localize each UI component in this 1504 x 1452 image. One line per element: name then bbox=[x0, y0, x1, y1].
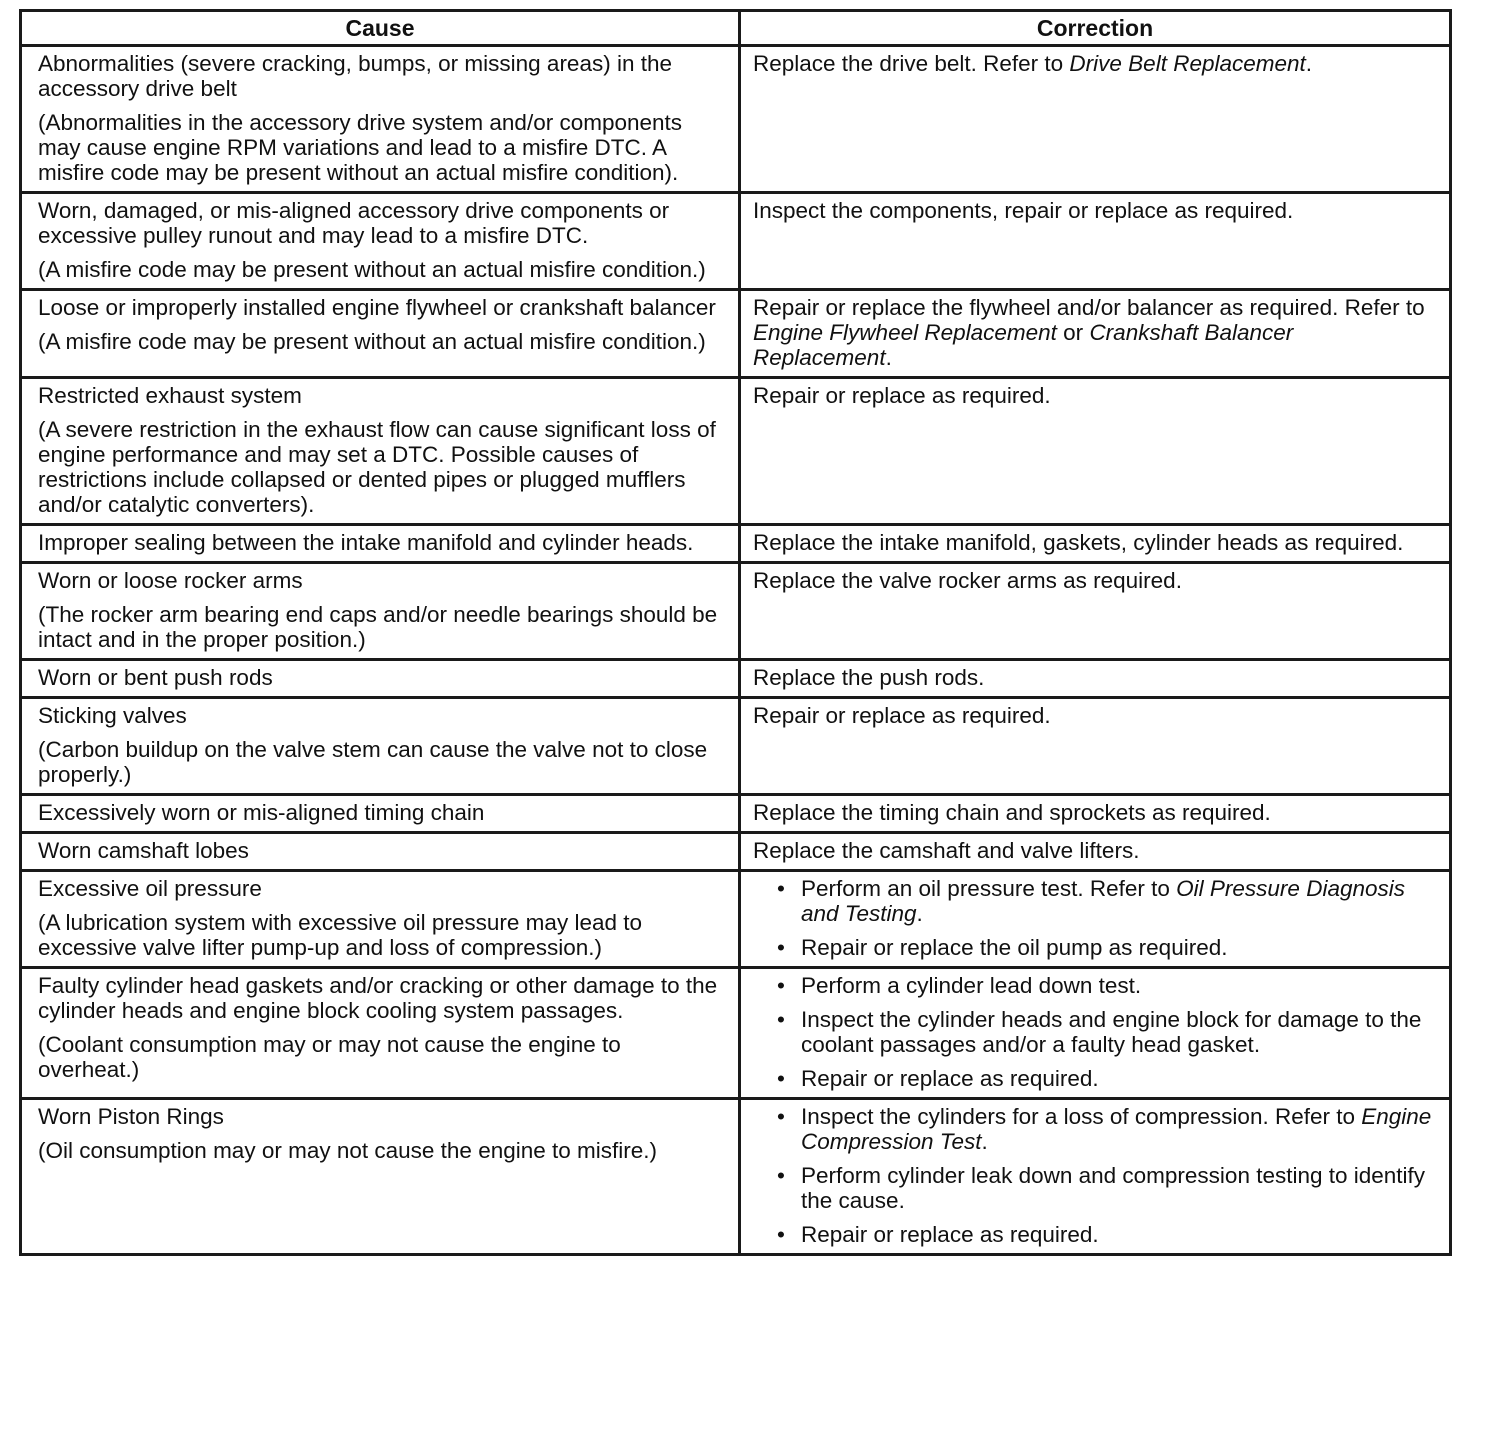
bullet-icon: • bbox=[777, 1163, 785, 1188]
text-run: Repair or replace the flywheel and/or balancer as required. Refer to bbox=[753, 295, 1425, 320]
cause-cell bbox=[21, 871, 740, 968]
correction-cell bbox=[740, 563, 1451, 660]
text-run: . bbox=[916, 901, 923, 926]
cause-cell bbox=[21, 833, 740, 871]
correction-cell bbox=[740, 378, 1451, 525]
cause-note: (A severe restriction in the exhaust flow can cause significant loss of engine performance and may set a DTC. Possible causes of restrictions include collapsed or dented pipes or plugged mufflers and/or catalytic converters). bbox=[38, 417, 716, 517]
text-run: . bbox=[1305, 51, 1313, 76]
list-item bbox=[753, 876, 1437, 926]
bullet-icon: • bbox=[777, 1104, 785, 1129]
text-run: . bbox=[981, 1129, 988, 1154]
cause-note: (Coolant consumption may or may not cause the engine to overheat.) bbox=[38, 1032, 621, 1082]
correction-text bbox=[753, 568, 1437, 593]
correction-text bbox=[753, 530, 1437, 555]
cause-note: (The rocker arm bearing end caps and/or needle bearings should be intact and in the proper position.) bbox=[38, 602, 718, 652]
text-run: Inspect the components, repair or replace as required. bbox=[753, 198, 1294, 223]
text-run: Perform a cylinder lead down test. bbox=[801, 973, 1142, 998]
correction-text bbox=[753, 198, 1437, 223]
correction-cell bbox=[740, 871, 1451, 968]
cause-cell bbox=[21, 795, 740, 833]
cause-cell bbox=[21, 378, 740, 525]
cause-cell bbox=[21, 660, 740, 698]
bullet-icon: • bbox=[777, 1222, 785, 1247]
text-run: Repair or replace as required. bbox=[753, 703, 1051, 728]
table-row bbox=[21, 378, 1451, 525]
bullet-icon: • bbox=[777, 973, 785, 998]
text-run: Perform cylinder leak down and compression testing to identify the cause. bbox=[801, 1163, 1426, 1213]
text-run: Replace the drive belt. Refer to bbox=[753, 51, 1070, 76]
correction-cell bbox=[740, 290, 1451, 378]
text-run: Repair or replace the oil pump as required. bbox=[801, 935, 1228, 960]
header-row bbox=[21, 11, 1451, 46]
cause-note: (A misfire code may be present without an actual misfire condition.) bbox=[38, 329, 706, 354]
bullet-icon: • bbox=[777, 876, 785, 901]
correction-cell bbox=[740, 833, 1451, 871]
text-run: Replace the push rods. bbox=[753, 665, 985, 690]
reference-title: Engine Compression Test bbox=[801, 1104, 1432, 1154]
table-row bbox=[21, 46, 1451, 193]
table-body bbox=[21, 46, 1451, 1255]
table-row bbox=[21, 193, 1451, 290]
correction-text bbox=[753, 665, 1437, 690]
correction-cell bbox=[740, 795, 1451, 833]
correction-text bbox=[753, 838, 1437, 863]
cause-note: (Abnormalities in the accessory drive system and/or components may cause engine RPM variations and lead to a misfire DTC. A misfire code may be present without an actual misfire condition). bbox=[38, 110, 683, 185]
correction-bullet-list bbox=[753, 876, 1437, 960]
cause-cell bbox=[21, 563, 740, 660]
cause-note: (Carbon buildup on the valve stem can cause the valve not to close properly.) bbox=[38, 737, 708, 787]
cause-text: Abnormalities (severe cracking, bumps, or missing areas) in the accessory drive belt bbox=[38, 51, 672, 101]
list-item bbox=[753, 973, 1437, 998]
cause-cell bbox=[21, 1099, 740, 1255]
cause-note: (A misfire code may be present without an actual misfire condition.) bbox=[38, 257, 706, 282]
correction-cell bbox=[740, 193, 1451, 290]
table-row bbox=[21, 660, 1451, 698]
correction-cell bbox=[740, 660, 1451, 698]
bullet-icon: • bbox=[777, 935, 785, 960]
text-run: Replace the valve rocker arms as required. bbox=[753, 568, 1182, 593]
list-item bbox=[753, 1163, 1437, 1213]
table-row bbox=[21, 968, 1451, 1099]
cause-cell bbox=[21, 46, 740, 193]
text-run: Repair or replace as required. bbox=[801, 1222, 1099, 1247]
reference-title: Drive Belt Replacement bbox=[1069, 51, 1306, 76]
cause-text: Improper sealing between the intake manifold and cylinder heads. bbox=[38, 530, 694, 555]
text-run: Replace the timing chain and sprockets as required. bbox=[753, 800, 1271, 825]
text-run: . bbox=[885, 345, 892, 370]
cause-cell bbox=[21, 698, 740, 795]
correction-text bbox=[753, 703, 1437, 728]
cause-text: Excessive oil pressure bbox=[38, 876, 262, 901]
bullet-icon: • bbox=[777, 1066, 785, 1091]
reference-title: Oil Pressure Diagnosis and Testing bbox=[801, 876, 1405, 926]
text-run: Repair or replace as required. bbox=[753, 383, 1051, 408]
list-item bbox=[753, 1104, 1437, 1154]
table-row bbox=[21, 871, 1451, 968]
cause-correction-table bbox=[19, 9, 1452, 1256]
list-item bbox=[753, 1066, 1437, 1091]
correction-cell bbox=[740, 1099, 1451, 1255]
cause-cell bbox=[21, 290, 740, 378]
cause-note: (A lubrication system with excessive oil pressure may lead to excessive valve lifter pump-up and loss of compression.) bbox=[38, 910, 642, 960]
text-run: Replace the camshaft and valve lifters. bbox=[753, 838, 1140, 863]
table-row bbox=[21, 833, 1451, 871]
table-row bbox=[21, 795, 1451, 833]
table-row bbox=[21, 698, 1451, 795]
cause-text: Worn Piston Rings bbox=[38, 1104, 224, 1129]
cause-text: Faulty cylinder head gaskets and/or cracking or other damage to the cylinder heads and engine block cooling system passages. bbox=[38, 973, 718, 1023]
text-run: or bbox=[1056, 320, 1090, 345]
table-row bbox=[21, 1099, 1451, 1255]
table-row bbox=[21, 525, 1451, 563]
correction-text bbox=[753, 383, 1437, 408]
correction-text bbox=[753, 295, 1437, 370]
text-run: Inspect the cylinders for a loss of compression. Refer to bbox=[801, 1104, 1362, 1129]
reference-title: Crankshaft Balancer Replacement bbox=[753, 320, 1294, 370]
cause-note: (Oil consumption may or may not cause the engine to misfire.) bbox=[38, 1138, 658, 1163]
correction-text bbox=[753, 51, 1437, 76]
cause-text: Restricted exhaust system bbox=[38, 383, 302, 408]
text-run: Inspect the cylinder heads and engine block for damage to the coolant passages and/or a faulty head gasket. bbox=[801, 1007, 1422, 1057]
correction-bullet-list bbox=[753, 973, 1437, 1091]
correction-cell bbox=[740, 698, 1451, 795]
cause-text: Loose or improperly installed engine flywheel or crankshaft balancer bbox=[38, 295, 716, 320]
correction-column-header: Correction bbox=[740, 11, 1451, 46]
correction-cell bbox=[740, 525, 1451, 563]
correction-cell bbox=[740, 46, 1451, 193]
table-row bbox=[21, 563, 1451, 660]
cause-cell bbox=[21, 525, 740, 563]
correction-bullet-list bbox=[753, 1104, 1437, 1247]
cause-text: Worn camshaft lobes bbox=[38, 838, 249, 863]
text-run: Replace the intake manifold, gaskets, cylinder heads as required. bbox=[753, 530, 1404, 555]
cause-cell bbox=[21, 968, 740, 1099]
correction-text bbox=[753, 800, 1437, 825]
cause-text: Sticking valves bbox=[38, 703, 187, 728]
text-run: Repair or replace as required. bbox=[801, 1066, 1099, 1091]
correction-cell bbox=[740, 968, 1451, 1099]
cause-text: Excessively worn or mis-aligned timing chain bbox=[38, 800, 485, 825]
list-item bbox=[753, 1222, 1437, 1247]
cause-text: Worn or loose rocker arms bbox=[38, 568, 303, 593]
text-run: Perform an oil pressure test. Refer to bbox=[801, 876, 1177, 901]
table-row bbox=[21, 290, 1451, 378]
list-item bbox=[753, 935, 1437, 960]
bullet-icon: • bbox=[777, 1007, 785, 1032]
reference-title: Engine Flywheel Replacement bbox=[753, 320, 1057, 345]
cause-text: Worn, damaged, or mis-aligned accessory drive components or excessive pulley runout and may lead to a misfire DTC. bbox=[38, 198, 670, 248]
cause-cell bbox=[21, 193, 740, 290]
list-item bbox=[753, 1007, 1437, 1057]
cause-text: Worn or bent push rods bbox=[38, 665, 273, 690]
cause-column-header: Cause bbox=[21, 11, 740, 46]
